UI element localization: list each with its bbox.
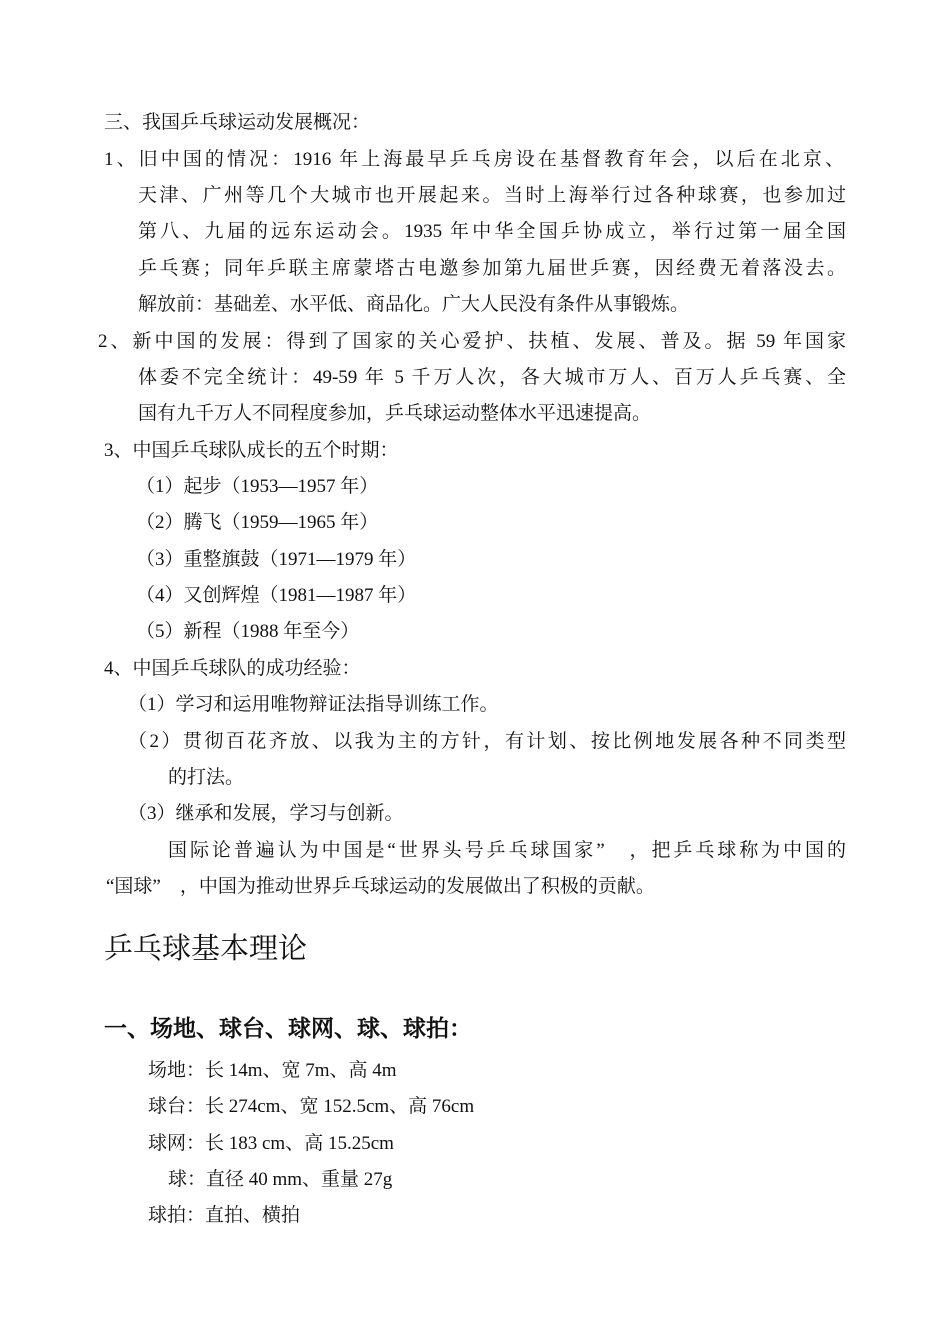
section-heading: 三、我国乒乓球运动发展概况： <box>104 112 371 133</box>
paragraph-line: 体委不完全统计：49-59 年 5 千万人次，各大城市万人、百万人乒乓赛、全 <box>138 367 846 388</box>
spec-item: 场地：长 14m、宽 7m、高 4m <box>148 1060 397 1081</box>
paragraph-line: 国际论普遍认为中国是“世界头号乒乓球国家” ，把乒乓球称为中国的 <box>168 840 846 861</box>
experience-item: （1）学习和运用唯物辩证法指导训练工作。 <box>128 694 499 715</box>
paragraph-line: “国球” ，中国为推动世界乒乓球运动的发展做出了积极的贡献。 <box>106 876 655 897</box>
experience-item: （3）继承和发展，学习与创新。 <box>128 803 404 824</box>
period-item: （2）腾飞（1959—1965 年） <box>136 512 379 533</box>
period-item: （4）又创辉煌（1981—1987 年） <box>136 585 417 606</box>
spec-item: 球拍：直拍、横拍 <box>148 1205 301 1226</box>
paragraph-line: 1、旧中国的情况：1916 年上海最早乒乓房设在基督教育年会，以后在北京、 <box>104 149 844 170</box>
period-item: （1）起步（1953—1957 年） <box>136 476 379 497</box>
paragraph-line: 乒乓赛；同年乒联主席蒙塔古电邀参加第九届世乒赛，因经费无着落没去。 <box>138 258 846 279</box>
period-item: （3）重整旗鼓（1971—1979 年） <box>136 549 417 570</box>
paragraph-line: 国有九千万人不同程度参加，乒乓球运动整体水平迅速提高。 <box>138 403 652 424</box>
paragraph-line: 天津、广州等几个大城市也开展起来。当时上海举行过各种球赛，也参加过 <box>138 185 846 206</box>
subsection-heading: 4、中国乒乓球队的成功经验： <box>104 658 361 679</box>
section-subtitle: 一、场地、球台、球网、球、球拍： <box>104 1016 472 1042</box>
experience-item-continuation: 的打法。 <box>168 767 245 788</box>
spec-item: 球台：长 274cm、宽 152.5cm、高 76cm <box>148 1096 475 1117</box>
paragraph-line: 2、新中国的发展：得到了国家的关心爱护、扶植、发展、普及。据 59 年国家 <box>98 331 846 352</box>
period-item: （5）新程（1988 年至今） <box>136 621 360 642</box>
experience-item: （2）贯彻百花齐放、以我为主的方针，有计划、按比例地发展各种不同类型 <box>128 731 846 752</box>
spec-item: 球网：长 183 cm、高 15.25cm <box>148 1133 394 1154</box>
subsection-heading: 3、中国乒乓球队成长的五个时期： <box>104 440 399 461</box>
paragraph-line: 第八、九届的远东运动会。1935 年中华全国乒协成立，举行过第一届全国 <box>138 221 846 242</box>
spec-item: 球：直径 40 mm、重量 27g <box>168 1169 393 1190</box>
section-title: 乒乓球基本理论 <box>104 931 308 965</box>
paragraph-line: 解放前：基础差、水平低、商品化。广大人民没有条件从事锻炼。 <box>138 294 690 315</box>
